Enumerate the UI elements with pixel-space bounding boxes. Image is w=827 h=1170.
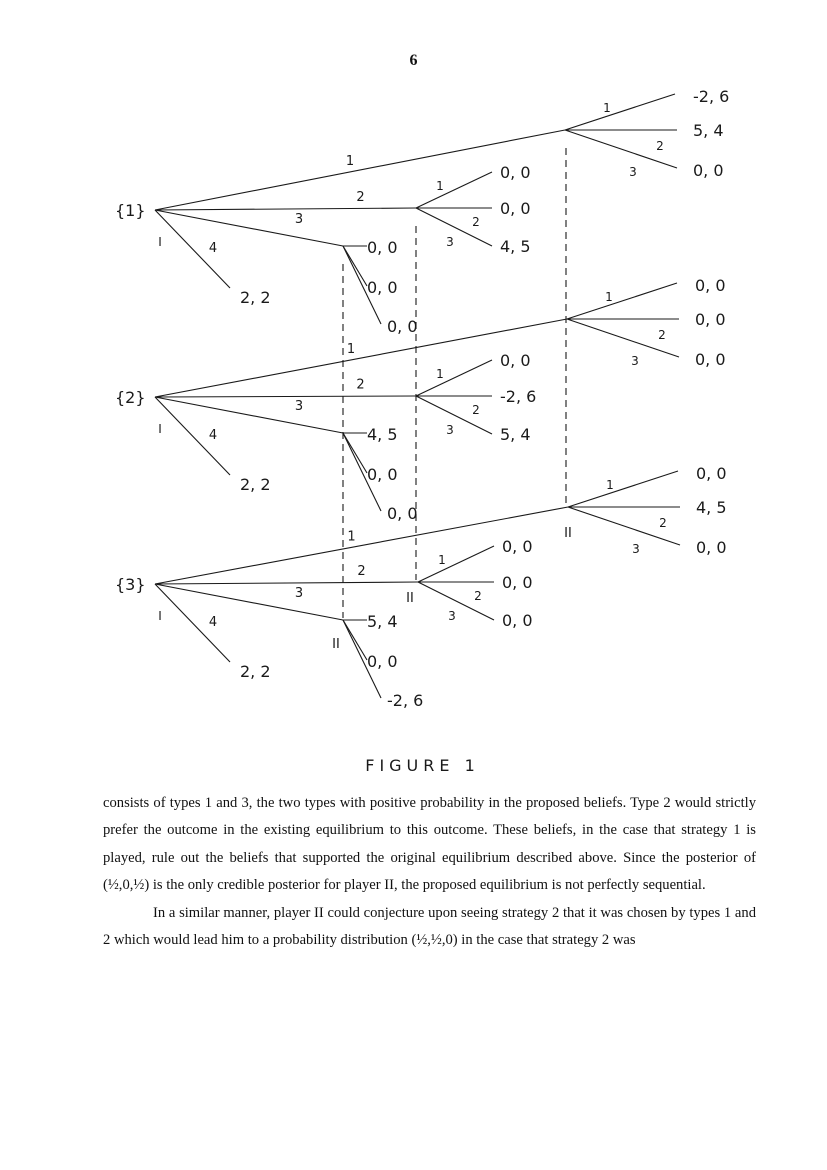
payoff-type-3-s1-a2: 4, 5 — [696, 498, 727, 517]
payoff-type-1-s2-a1: 0, 0 — [500, 163, 531, 182]
action-label-type-3-s1-a1: 1 — [606, 478, 614, 492]
strategy-label-type-2-2: 2 — [356, 377, 365, 393]
payoff-type-1-s1-a1: -2, 6 — [693, 87, 730, 106]
paragraph-2: In a similar manner, player II could conjecture upon seeing strategy 2 that it was chosen by types 1 and 2 which would lead him to a probability distribution (½,½,0) in the case that strategy 2 was — [103, 904, 756, 949]
payoff-type-1-s3-a2: 0, 0 — [367, 278, 398, 297]
receiver-branch-type-1-s1-a1 — [565, 94, 675, 130]
payoff-type-2-s4: 2, 2 — [240, 475, 271, 494]
receiver-branch-type-2-s2-a3 — [416, 396, 492, 434]
paragraph-1: consists of types 1 and 3, the two types with positive probability in the proposed beliefs. Type 2 would strictly prefer the outcome in the existing equilibrium to this outcome. These beliefs, in the case that strategy 1 is played, rule out the beliefs that supported the original equilibrium described above. Since the posterior of (½,0,½) is the only credible posterior for player II, the proposed equilibrium is not perfectly sequential. — [103, 795, 756, 894]
action-label-type-3-s1-a2: 2 — [659, 516, 667, 530]
action-label-type-2-s1-a3: 3 — [631, 354, 639, 368]
receiver-branch-type-1-s2-a3 — [416, 208, 492, 246]
payoff-type-3-s2-a2: 0, 0 — [502, 573, 533, 592]
receiver-branch-type-2-s3-a2 — [343, 433, 367, 473]
payoff-type-2-s2-a2: -2, 6 — [500, 387, 537, 406]
strategy-label-type-2-1: 1 — [346, 342, 356, 357]
payoff-type-1-s1-a2: 5, 4 — [693, 121, 724, 140]
player-label-type-1: I — [158, 235, 162, 249]
player-label-type-2: I — [158, 422, 162, 436]
payoff-type-3-s2-a3: 0, 0 — [502, 611, 533, 630]
action-label-type-2-s2-a2: 2 — [472, 403, 480, 417]
strategy-label-type-2-3: 3 — [294, 399, 304, 414]
action-label-type-3-s2-a1: 1 — [438, 553, 446, 567]
sender-branch-type-3-strategy-2 — [155, 582, 418, 584]
payoff-type-3-s1-a3: 0, 0 — [696, 538, 727, 557]
payoff-type-3-s1-a1: 0, 0 — [696, 464, 727, 483]
action-label-type-2-s1-a1: 1 — [605, 290, 613, 304]
payoff-type-3-s4: 2, 2 — [240, 662, 271, 681]
player-label-type-3: I — [158, 609, 162, 623]
type-node-1: {1} — [115, 201, 146, 220]
payoff-type-2-s1-a1: 0, 0 — [695, 276, 726, 295]
payoff-type-3-s3-a2: 0, 0 — [367, 652, 398, 671]
info-set-label-strategy-3: II — [332, 637, 340, 652]
payoff-type-3-s3-a3: -2, 6 — [387, 691, 424, 710]
sender-branch-type-2-strategy-2 — [155, 396, 416, 397]
type-node-3: {3} — [115, 575, 146, 594]
receiver-branch-type-1-s2-a1 — [416, 172, 492, 208]
action-label-type-2-s2-a3: 3 — [446, 423, 454, 437]
payoff-type-1-s2-a3: 4, 5 — [500, 237, 531, 256]
payoff-type-1-s3-a1: 0, 0 — [367, 238, 398, 257]
strategy-label-type-1-2: 2 — [356, 190, 365, 205]
action-label-type-3-s2-a3: 3 — [448, 609, 456, 623]
action-label-type-1-s2-a2: 2 — [472, 215, 480, 229]
strategy-label-type-3-3: 3 — [294, 586, 304, 601]
payoff-type-2-s1-a3: 0, 0 — [695, 350, 726, 369]
action-label-type-1-s1-a1: 1 — [603, 101, 611, 115]
strategy-label-type-1-4: 4 — [208, 241, 218, 256]
payoff-type-3-s3-a1: 5, 4 — [367, 612, 398, 631]
payoff-type-2-s1-a2: 0, 0 — [695, 310, 726, 329]
strategy-label-type-3-2: 2 — [357, 564, 366, 579]
strategy-label-type-3-1: 1 — [347, 529, 356, 545]
payoff-type-2-s3-a1: 4, 5 — [367, 425, 398, 444]
payoff-type-2-s2-a3: 5, 4 — [500, 425, 531, 444]
receiver-branch-type-3-s3-a2 — [343, 620, 367, 660]
sender-branch-type-3-strategy-3 — [155, 584, 343, 620]
strategy-label-type-2-4: 4 — [208, 428, 218, 443]
receiver-branch-type-2-s1-a1 — [567, 283, 677, 319]
sender-branch-type-1-strategy-2 — [155, 208, 416, 210]
payoff-type-1-s4: 2, 2 — [240, 288, 271, 307]
receiver-branch-type-1-s3-a2 — [343, 246, 367, 286]
receiver-branch-type-3-s2-a1 — [418, 546, 494, 582]
figure-caption: FIGURE 1 — [365, 756, 480, 775]
payoff-type-2-s3-a2: 0, 0 — [367, 465, 398, 484]
receiver-branch-type-3-s2-a3 — [418, 582, 494, 620]
payoff-type-1-s3-a3: 0, 0 — [387, 317, 418, 336]
strategy-label-type-1-3: 3 — [294, 212, 304, 227]
strategy-label-type-3-4: 4 — [208, 615, 218, 630]
sender-branch-type-2-strategy-3 — [155, 397, 343, 433]
payoff-type-3-s2-a1: 0, 0 — [502, 537, 533, 556]
action-label-type-1-s2-a1: 1 — [436, 179, 444, 193]
action-label-type-2-s1-a2: 2 — [658, 328, 666, 342]
type-node-2: {2} — [115, 388, 146, 407]
receiver-branch-type-3-s1-a1 — [568, 471, 678, 507]
payoff-type-1-s2-a2: 0, 0 — [500, 199, 531, 218]
page-number: 6 — [409, 52, 418, 69]
payoff-type-1-s1-a3: 0, 0 — [693, 161, 724, 180]
strategy-label-type-1-1: 1 — [345, 154, 355, 169]
action-label-type-1-s2-a3: 3 — [446, 235, 454, 249]
receiver-branch-type-2-s2-a1 — [416, 360, 492, 396]
action-label-type-1-s1-a2: 2 — [656, 139, 664, 153]
action-label-type-2-s2-a1: 1 — [436, 367, 444, 381]
sender-branch-type-1-strategy-3 — [155, 210, 343, 246]
action-label-type-1-s1-a3: 3 — [629, 165, 637, 179]
action-label-type-3-s1-a3: 3 — [632, 542, 640, 556]
action-label-type-3-s2-a2: 2 — [474, 589, 482, 603]
body-text — [103, 790, 756, 954]
payoff-type-2-s3-a3: 0, 0 — [387, 504, 418, 523]
payoff-type-2-s2-a1: 0, 0 — [500, 351, 531, 370]
info-set-label-strategy-2: II — [406, 591, 414, 606]
info-set-label-strategy-1: II — [564, 526, 572, 541]
